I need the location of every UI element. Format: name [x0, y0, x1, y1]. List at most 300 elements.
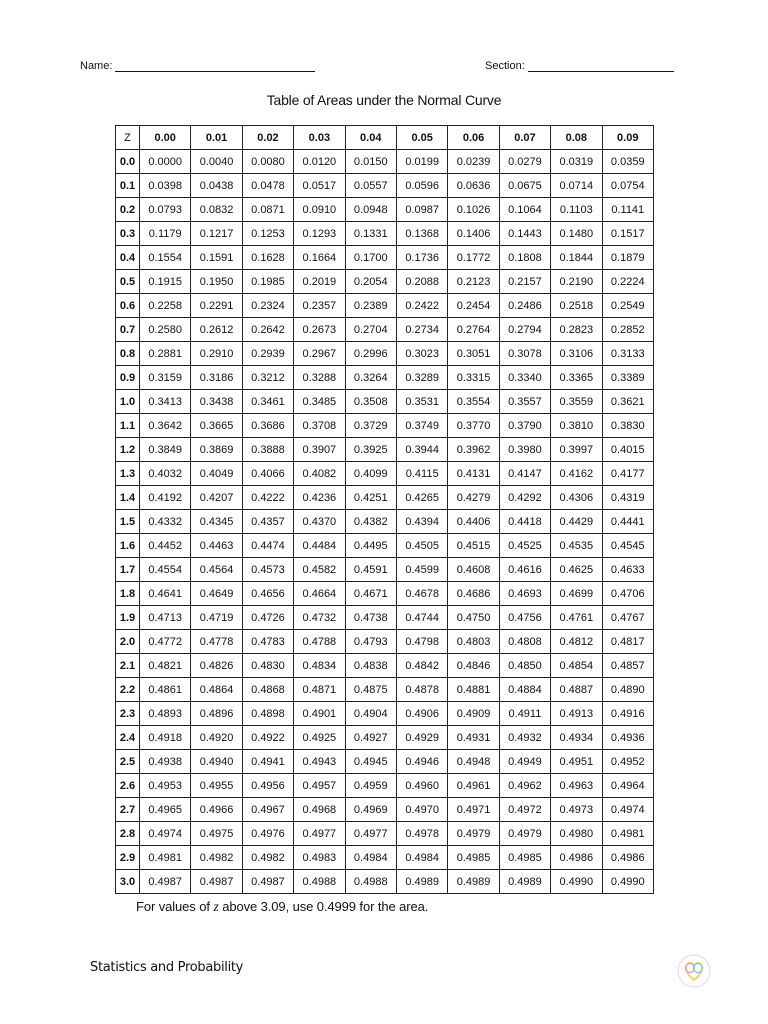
- area-value-cell: 0.0517: [294, 174, 345, 198]
- table-row: [116, 678, 654, 702]
- area-value-cell: 0.4916: [602, 702, 653, 726]
- table-row: [116, 462, 654, 486]
- z-column-header: Z: [116, 126, 140, 150]
- area-value-cell: 0.2734: [396, 318, 447, 342]
- z-value-cell: 2.3: [116, 702, 140, 726]
- area-value-cell: 0.4177: [602, 462, 653, 486]
- area-value-cell: 0.0359: [602, 150, 653, 174]
- z-value-cell: 1.7: [116, 558, 140, 582]
- area-value-cell: 0.0000: [140, 150, 191, 174]
- footnote: [136, 899, 428, 916]
- area-value-cell: 0.0636: [448, 174, 499, 198]
- area-value-cell: 0.4987: [140, 870, 191, 894]
- footer-subject: Statistics and Probability: [90, 960, 244, 975]
- footnote-variable: z: [213, 900, 219, 915]
- footnote-suffix: above 3.09, use 0.4999 for the area.: [218, 899, 429, 914]
- z-value-cell: 0.6: [116, 294, 140, 318]
- area-value-cell: 0.4887: [551, 678, 602, 702]
- area-value-cell: 0.2422: [396, 294, 447, 318]
- area-value-cell: 0.4881: [448, 678, 499, 702]
- section-label: Section:: [485, 60, 525, 72]
- area-value-cell: 0.4545: [602, 534, 653, 558]
- area-value-cell: 0.3888: [242, 438, 293, 462]
- table-row: [116, 414, 654, 438]
- area-value-cell: 0.3830: [602, 414, 653, 438]
- area-value-cell: 0.4946: [396, 750, 447, 774]
- area-value-cell: 0.4981: [140, 846, 191, 870]
- area-value-cell: 0.4934: [551, 726, 602, 750]
- area-value-cell: 0.4984: [345, 846, 396, 870]
- area-value-cell: 0.4984: [396, 846, 447, 870]
- area-value-cell: 0.2291: [191, 294, 242, 318]
- area-value-cell: 0.3944: [396, 438, 447, 462]
- area-value-cell: 0.4406: [448, 510, 499, 534]
- area-value-cell: 0.0040: [191, 150, 242, 174]
- area-value-cell: 0.4973: [551, 798, 602, 822]
- area-value-cell: 0.2019: [294, 270, 345, 294]
- area-value-cell: 0.4981: [602, 822, 653, 846]
- area-value-cell: 0.2673: [294, 318, 345, 342]
- z-value-cell: 0.0: [116, 150, 140, 174]
- area-value-cell: 0.1293: [294, 222, 345, 246]
- area-value-cell: 0.1064: [499, 198, 550, 222]
- column-header: 0.08: [551, 126, 602, 150]
- name-blank-line: [115, 59, 315, 72]
- table-row: [116, 558, 654, 582]
- table-row: [116, 222, 654, 246]
- area-value-cell: 0.1554: [140, 246, 191, 270]
- area-value-cell: 0.3557: [499, 390, 550, 414]
- area-value-cell: 0.0279: [499, 150, 550, 174]
- column-header: 0.02: [242, 126, 293, 150]
- area-value-cell: 0.3159: [140, 366, 191, 390]
- area-value-cell: 0.4952: [602, 750, 653, 774]
- area-value-cell: 0.2764: [448, 318, 499, 342]
- area-value-cell: 0.4505: [396, 534, 447, 558]
- area-value-cell: 0.4857: [602, 654, 653, 678]
- area-value-cell: 0.1664: [294, 246, 345, 270]
- area-value-cell: 0.4970: [396, 798, 447, 822]
- area-value-cell: 0.4772: [140, 630, 191, 654]
- area-value-cell: 0.4871: [294, 678, 345, 702]
- area-value-cell: 0.4929: [396, 726, 447, 750]
- z-value-cell: 1.5: [116, 510, 140, 534]
- area-value-cell: 0.4987: [191, 870, 242, 894]
- area-value-cell: 0.4878: [396, 678, 447, 702]
- footnote-prefix: For values of: [136, 899, 214, 914]
- area-value-cell: 0.4982: [191, 846, 242, 870]
- table-row: [116, 318, 654, 342]
- area-value-cell: 0.4983: [294, 846, 345, 870]
- area-value-cell: 0.1628: [242, 246, 293, 270]
- area-value-cell: 0.3962: [448, 438, 499, 462]
- area-value-cell: 0.4890: [602, 678, 653, 702]
- area-value-cell: 0.4515: [448, 534, 499, 558]
- area-value-cell: 0.1772: [448, 246, 499, 270]
- table-row: [116, 750, 654, 774]
- area-value-cell: 0.1331: [345, 222, 396, 246]
- area-value-cell: 0.4732: [294, 606, 345, 630]
- area-value-cell: 0.4484: [294, 534, 345, 558]
- table-row: [116, 654, 654, 678]
- area-value-cell: 0.4861: [140, 678, 191, 702]
- table-row: [116, 534, 654, 558]
- area-value-cell: 0.0557: [345, 174, 396, 198]
- name-field: [80, 59, 315, 72]
- area-value-cell: 0.1179: [140, 222, 191, 246]
- area-value-cell: 0.4977: [294, 822, 345, 846]
- z-value-cell: 2.2: [116, 678, 140, 702]
- area-value-cell: 0.4131: [448, 462, 499, 486]
- area-value-cell: 0.4938: [140, 750, 191, 774]
- area-value-cell: 0.4756: [499, 606, 550, 630]
- area-value-cell: 0.0398: [140, 174, 191, 198]
- area-value-cell: 0.0832: [191, 198, 242, 222]
- z-value-cell: 2.5: [116, 750, 140, 774]
- area-value-cell: 0.4147: [499, 462, 550, 486]
- z-value-cell: 0.9: [116, 366, 140, 390]
- area-value-cell: 0.2157: [499, 270, 550, 294]
- area-value-cell: 0.4573: [242, 558, 293, 582]
- table-row: [116, 174, 654, 198]
- area-value-cell: 0.3708: [294, 414, 345, 438]
- z-value-cell: 1.0: [116, 390, 140, 414]
- z-value-cell: 2.0: [116, 630, 140, 654]
- table-header-row: [116, 126, 654, 150]
- section-blank-line: [528, 59, 674, 72]
- area-value-cell: 0.4357: [242, 510, 293, 534]
- area-value-cell: 0.4931: [448, 726, 499, 750]
- area-value-cell: 0.4854: [551, 654, 602, 678]
- area-value-cell: 0.4656: [242, 582, 293, 606]
- area-value-cell: 0.4633: [602, 558, 653, 582]
- table-row: [116, 390, 654, 414]
- area-value-cell: 0.1253: [242, 222, 293, 246]
- area-value-cell: 0.4292: [499, 486, 550, 510]
- area-value-cell: 0.1591: [191, 246, 242, 270]
- area-value-cell: 0.4738: [345, 606, 396, 630]
- area-value-cell: 0.4162: [551, 462, 602, 486]
- area-value-cell: 0.3790: [499, 414, 550, 438]
- table-row: [116, 702, 654, 726]
- area-value-cell: 0.4474: [242, 534, 293, 558]
- area-value-cell: 0.2823: [551, 318, 602, 342]
- z-value-cell: 1.4: [116, 486, 140, 510]
- column-header: 0.04: [345, 126, 396, 150]
- table-row: [116, 246, 654, 270]
- area-value-cell: 0.2123: [448, 270, 499, 294]
- area-value-cell: 0.4985: [499, 846, 550, 870]
- area-value-cell: 0.4265: [396, 486, 447, 510]
- area-value-cell: 0.4032: [140, 462, 191, 486]
- area-value-cell: 0.4382: [345, 510, 396, 534]
- area-value-cell: 0.4988: [345, 870, 396, 894]
- area-value-cell: 0.3749: [396, 414, 447, 438]
- area-value-cell: 0.4864: [191, 678, 242, 702]
- z-value-cell: 0.5: [116, 270, 140, 294]
- area-value-cell: 0.2580: [140, 318, 191, 342]
- area-value-cell: 0.3621: [602, 390, 653, 414]
- area-value-cell: 0.4750: [448, 606, 499, 630]
- area-value-cell: 0.4968: [294, 798, 345, 822]
- area-value-cell: 0.4616: [499, 558, 550, 582]
- table-row: [116, 342, 654, 366]
- area-value-cell: 0.1915: [140, 270, 191, 294]
- z-value-cell: 2.4: [116, 726, 140, 750]
- column-header: 0.07: [499, 126, 550, 150]
- area-value-cell: 0.2486: [499, 294, 550, 318]
- area-value-cell: 0.3980: [499, 438, 550, 462]
- area-value-cell: 0.4812: [551, 630, 602, 654]
- area-value-cell: 0.4591: [345, 558, 396, 582]
- table-row: [116, 870, 654, 894]
- table-row: [116, 582, 654, 606]
- area-value-cell: 0.4495: [345, 534, 396, 558]
- area-value-cell: 0.2389: [345, 294, 396, 318]
- area-value-cell: 0.4982: [242, 846, 293, 870]
- area-value-cell: 0.4778: [191, 630, 242, 654]
- area-value-cell: 0.4875: [345, 678, 396, 702]
- area-value-cell: 0.4961: [448, 774, 499, 798]
- area-value-cell: 0.4974: [602, 798, 653, 822]
- area-value-cell: 0.4099: [345, 462, 396, 486]
- area-value-cell: 0.4868: [242, 678, 293, 702]
- area-value-cell: 0.4975: [191, 822, 242, 846]
- area-value-cell: 0.4686: [448, 582, 499, 606]
- z-value-cell: 1.6: [116, 534, 140, 558]
- area-value-cell: 0.4699: [551, 582, 602, 606]
- area-value-cell: 0.0239: [448, 150, 499, 174]
- area-value-cell: 0.4066: [242, 462, 293, 486]
- table-row: [116, 438, 654, 462]
- table-row: [116, 198, 654, 222]
- area-value-cell: 0.2357: [294, 294, 345, 318]
- area-value-cell: 0.3810: [551, 414, 602, 438]
- area-value-cell: 0.1736: [396, 246, 447, 270]
- area-value-cell: 0.4945: [345, 750, 396, 774]
- area-value-cell: 0.4251: [345, 486, 396, 510]
- area-value-cell: 0.0150: [345, 150, 396, 174]
- area-value-cell: 0.4985: [448, 846, 499, 870]
- area-value-cell: 0.2224: [602, 270, 653, 294]
- area-value-cell: 0.4719: [191, 606, 242, 630]
- area-value-cell: 0.4989: [499, 870, 550, 894]
- z-value-cell: 0.1: [116, 174, 140, 198]
- area-value-cell: 0.4974: [140, 822, 191, 846]
- area-value-cell: 0.4826: [191, 654, 242, 678]
- area-value-cell: 0.1103: [551, 198, 602, 222]
- area-value-cell: 0.3554: [448, 390, 499, 414]
- area-value-cell: 0.1808: [499, 246, 550, 270]
- area-value-cell: 0.1879: [602, 246, 653, 270]
- area-value-cell: 0.3907: [294, 438, 345, 462]
- area-value-cell: 0.3365: [551, 366, 602, 390]
- area-value-cell: 0.4980: [551, 822, 602, 846]
- table-row: [116, 606, 654, 630]
- area-value-cell: 0.2612: [191, 318, 242, 342]
- area-value-cell: 0.1480: [551, 222, 602, 246]
- z-value-cell: 1.1: [116, 414, 140, 438]
- area-value-cell: 0.4901: [294, 702, 345, 726]
- column-header: 0.06: [448, 126, 499, 150]
- area-value-cell: 0.4986: [602, 846, 653, 870]
- area-value-cell: 0.4962: [499, 774, 550, 798]
- area-value-cell: 0.4525: [499, 534, 550, 558]
- area-value-cell: 0.3849: [140, 438, 191, 462]
- area-value-cell: 0.3925: [345, 438, 396, 462]
- table-row: [116, 510, 654, 534]
- area-value-cell: 0.4967: [242, 798, 293, 822]
- z-value-cell: 1.8: [116, 582, 140, 606]
- area-value-cell: 0.4761: [551, 606, 602, 630]
- area-value-cell: 0.4817: [602, 630, 653, 654]
- area-value-cell: 0.4678: [396, 582, 447, 606]
- area-value-cell: 0.4394: [396, 510, 447, 534]
- table-row: [116, 774, 654, 798]
- area-value-cell: 0.4798: [396, 630, 447, 654]
- area-value-cell: 0.3770: [448, 414, 499, 438]
- area-value-cell: 0.2852: [602, 318, 653, 342]
- area-value-cell: 0.2088: [396, 270, 447, 294]
- z-value-cell: 2.9: [116, 846, 140, 870]
- area-value-cell: 0.4236: [294, 486, 345, 510]
- area-value-cell: 0.4671: [345, 582, 396, 606]
- area-value-cell: 0.4989: [396, 870, 447, 894]
- area-value-cell: 0.4222: [242, 486, 293, 510]
- area-value-cell: 0.0596: [396, 174, 447, 198]
- area-value-cell: 0.3461: [242, 390, 293, 414]
- area-value-cell: 0.3413: [140, 390, 191, 414]
- heart-knot-logo-icon: [676, 953, 712, 989]
- area-value-cell: 0.1406: [448, 222, 499, 246]
- area-value-cell: 0.3106: [551, 342, 602, 366]
- area-value-cell: 0.4332: [140, 510, 191, 534]
- area-value-cell: 0.4608: [448, 558, 499, 582]
- area-value-cell: 0.4535: [551, 534, 602, 558]
- table-row: [116, 630, 654, 654]
- table-row: [116, 846, 654, 870]
- area-value-cell: 0.4948: [448, 750, 499, 774]
- area-value-cell: 0.4452: [140, 534, 191, 558]
- area-value-cell: 0.2258: [140, 294, 191, 318]
- area-value-cell: 0.4582: [294, 558, 345, 582]
- header-fields: [80, 59, 670, 77]
- area-value-cell: 0.3289: [396, 366, 447, 390]
- area-value-cell: 0.4925: [294, 726, 345, 750]
- area-value-cell: 0.4370: [294, 510, 345, 534]
- area-value-cell: 0.4850: [499, 654, 550, 678]
- z-value-cell: 2.1: [116, 654, 140, 678]
- area-value-cell: 0.4783: [242, 630, 293, 654]
- area-value-cell: 0.4951: [551, 750, 602, 774]
- area-value-cell: 0.0948: [345, 198, 396, 222]
- area-value-cell: 0.0910: [294, 198, 345, 222]
- name-label: Name:: [80, 60, 113, 72]
- area-value-cell: 0.4986: [551, 846, 602, 870]
- area-value-cell: 0.4955: [191, 774, 242, 798]
- z-value-cell: 2.6: [116, 774, 140, 798]
- area-value-cell: 0.2996: [345, 342, 396, 366]
- area-value-cell: 0.2549: [602, 294, 653, 318]
- area-value-cell: 0.3051: [448, 342, 499, 366]
- table-row: [116, 270, 654, 294]
- page-title: Table of Areas under the Normal Curve: [266, 92, 502, 108]
- area-value-cell: 0.1217: [191, 222, 242, 246]
- area-value-cell: 0.3288: [294, 366, 345, 390]
- column-header: 0.01: [191, 126, 242, 150]
- area-value-cell: 0.4846: [448, 654, 499, 678]
- area-value-cell: 0.3264: [345, 366, 396, 390]
- area-value-cell: 0.4441: [602, 510, 653, 534]
- column-header: 0.00: [140, 126, 191, 150]
- area-value-cell: 0.4898: [242, 702, 293, 726]
- area-value-cell: 0.1985: [242, 270, 293, 294]
- z-table: [115, 125, 654, 894]
- area-value-cell: 0.4649: [191, 582, 242, 606]
- area-value-cell: 0.4884: [499, 678, 550, 702]
- area-value-cell: 0.4115: [396, 462, 447, 486]
- area-value-cell: 0.0199: [396, 150, 447, 174]
- area-value-cell: 0.4941: [242, 750, 293, 774]
- area-value-cell: 0.4953: [140, 774, 191, 798]
- area-value-cell: 0.3186: [191, 366, 242, 390]
- area-value-cell: 0.4936: [602, 726, 653, 750]
- area-value-cell: 0.3315: [448, 366, 499, 390]
- area-value-cell: 0.3559: [551, 390, 602, 414]
- area-value-cell: 0.4767: [602, 606, 653, 630]
- area-value-cell: 0.4965: [140, 798, 191, 822]
- area-value-cell: 0.4932: [499, 726, 550, 750]
- area-value-cell: 0.4963: [551, 774, 602, 798]
- area-value-cell: 0.3508: [345, 390, 396, 414]
- area-value-cell: 0.4913: [551, 702, 602, 726]
- area-value-cell: 0.3686: [242, 414, 293, 438]
- area-value-cell: 0.4979: [499, 822, 550, 846]
- area-value-cell: 0.4940: [191, 750, 242, 774]
- area-value-cell: 0.4976: [242, 822, 293, 846]
- area-value-cell: 0.3869: [191, 438, 242, 462]
- area-value-cell: 0.4893: [140, 702, 191, 726]
- area-value-cell: 0.4192: [140, 486, 191, 510]
- column-header: 0.05: [396, 126, 447, 150]
- area-value-cell: 0.4906: [396, 702, 447, 726]
- area-value-cell: 0.4838: [345, 654, 396, 678]
- area-value-cell: 0.1844: [551, 246, 602, 270]
- area-value-cell: 0.4345: [191, 510, 242, 534]
- area-value-cell: 0.1950: [191, 270, 242, 294]
- area-value-cell: 0.4744: [396, 606, 447, 630]
- area-value-cell: 0.1517: [602, 222, 653, 246]
- area-value-cell: 0.2939: [242, 342, 293, 366]
- area-value-cell: 0.4713: [140, 606, 191, 630]
- area-value-cell: 0.4015: [602, 438, 653, 462]
- area-value-cell: 0.1026: [448, 198, 499, 222]
- area-value-cell: 0.4971: [448, 798, 499, 822]
- z-value-cell: 3.0: [116, 870, 140, 894]
- area-value-cell: 0.4463: [191, 534, 242, 558]
- area-value-cell: 0.4957: [294, 774, 345, 798]
- table-body: [116, 150, 654, 894]
- area-value-cell: 0.4896: [191, 702, 242, 726]
- z-value-cell: 1.2: [116, 438, 140, 462]
- table-row: [116, 726, 654, 750]
- area-value-cell: 0.2704: [345, 318, 396, 342]
- area-value-cell: 0.3133: [602, 342, 653, 366]
- area-value-cell: 0.4842: [396, 654, 447, 678]
- area-value-cell: 0.1141: [602, 198, 653, 222]
- area-value-cell: 0.1443: [499, 222, 550, 246]
- z-value-cell: 0.7: [116, 318, 140, 342]
